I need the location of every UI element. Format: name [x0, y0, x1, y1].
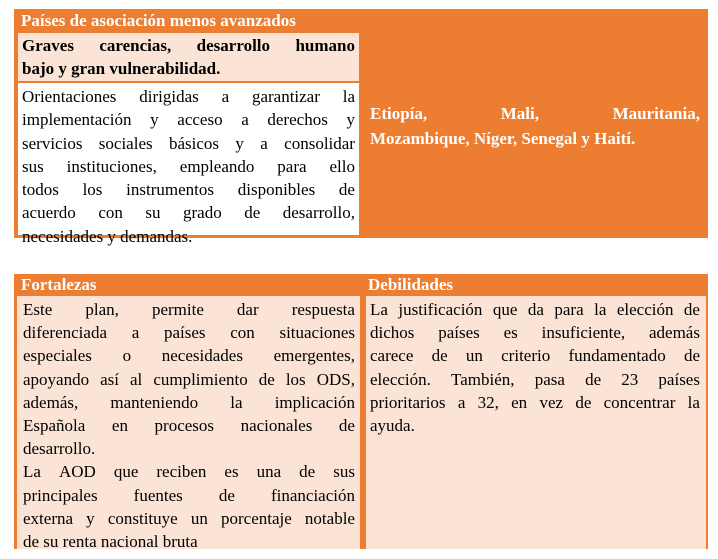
word: de — [244, 203, 261, 223]
word: derechos — [267, 110, 328, 130]
word: para — [554, 300, 584, 319]
word: dichos — [370, 323, 415, 343]
word: de — [218, 485, 235, 505]
word: que — [113, 462, 139, 482]
strengths-frame — [14, 296, 362, 552]
word: sus — [22, 156, 44, 176]
text-line — [23, 460, 355, 483]
word: de — [575, 392, 592, 412]
text-line — [23, 414, 355, 437]
word: a — [131, 323, 140, 343]
subheader-line — [22, 34, 355, 57]
word: la — [687, 392, 700, 412]
text-line — [370, 321, 700, 344]
text-line — [370, 368, 700, 391]
subheader-line: bajo y gran vulnerabilidad. — [22, 59, 221, 78]
text-line — [23, 344, 355, 367]
word: diferenciada — [23, 323, 107, 343]
word: de — [299, 462, 316, 482]
word: nacionales — [240, 416, 313, 436]
word: fuentes — [133, 485, 183, 505]
text-line — [23, 391, 355, 414]
word: da — [527, 300, 544, 319]
word: Mauritania, — [612, 104, 700, 123]
word: y — [346, 110, 355, 130]
word: reciben — [156, 462, 207, 482]
word: de — [585, 369, 602, 389]
word: respuesta — [291, 300, 355, 319]
countries-line — [370, 101, 700, 126]
word: la — [342, 87, 355, 106]
word: También, — [451, 369, 515, 389]
word: de — [431, 346, 448, 366]
description-lines — [22, 85, 355, 225]
word: y — [150, 110, 159, 130]
word: necesidades — [161, 346, 243, 366]
word: además — [648, 323, 700, 343]
word: sus — [333, 462, 355, 482]
word: a — [241, 110, 249, 130]
word: que — [492, 300, 518, 319]
weaknesses-cell — [366, 296, 706, 549]
word: a — [221, 87, 230, 106]
word: desarrollo, — [282, 203, 355, 223]
category-description — [18, 83, 359, 246]
word: ODS, — [316, 369, 355, 389]
word: instituciones, — [66, 156, 157, 176]
word: los — [82, 180, 103, 200]
text-line: desarrollo. — [23, 439, 96, 459]
word: apoyando — [23, 369, 90, 389]
text-line — [23, 368, 355, 391]
text-line — [370, 344, 700, 367]
word: con — [98, 203, 123, 223]
word: carece — [370, 346, 414, 366]
word: situaciones — [279, 323, 355, 343]
text-line — [23, 507, 355, 530]
word: emergentes, — [273, 346, 355, 366]
word: externa — [23, 508, 74, 528]
word: al — [130, 369, 143, 389]
word: especiales — [23, 346, 92, 366]
word: financiación — [270, 485, 355, 505]
weaknesses-header: Debilidades — [362, 274, 708, 296]
text-line: ayuda. — [370, 416, 415, 436]
text-line — [23, 484, 355, 507]
word: criterio — [501, 346, 551, 366]
word: desarrollo — [196, 36, 271, 55]
word: acuerdo — [22, 203, 76, 223]
word: países — [438, 323, 480, 343]
countries-line: Mozambique, Níger, Senegal y Haití. — [370, 129, 636, 148]
word: así — [100, 369, 119, 389]
word: elección. — [370, 369, 431, 389]
strengths-header: Fortalezas — [14, 274, 362, 296]
text-line — [22, 178, 355, 201]
word: implicación — [274, 392, 355, 412]
word: 32, — [477, 392, 499, 412]
table-header: Países de asociación menos avanzados — [14, 9, 362, 33]
word: disponibles — [237, 180, 316, 200]
least-developed-countries-table — [14, 9, 708, 246]
word: un — [190, 508, 208, 528]
word: de — [683, 300, 700, 319]
word: la — [230, 392, 243, 412]
word: empleando — [179, 156, 255, 176]
word: fundamentado — [568, 346, 666, 366]
word: un — [465, 346, 483, 366]
text-line — [22, 155, 355, 178]
word: constituye — [107, 508, 178, 528]
word: países — [163, 323, 206, 343]
word: de — [338, 416, 355, 436]
word: grado — [182, 203, 222, 223]
word: garantizar — [251, 87, 320, 106]
strengths-paragraph-2 — [23, 460, 355, 553]
word: de — [258, 369, 275, 389]
text-line — [370, 298, 700, 321]
word: Este — [23, 300, 53, 319]
countries-cell — [362, 9, 708, 238]
word: implementación — [22, 110, 132, 130]
word: procesos — [154, 416, 215, 436]
text-line — [22, 201, 355, 224]
word: con — [230, 323, 255, 343]
word: dar — [236, 300, 259, 319]
word: vez — [539, 392, 564, 412]
word: además, — [23, 392, 79, 412]
text-line: de su renta nacional bruta — [23, 532, 198, 552]
word: para — [277, 156, 307, 176]
word: de — [683, 346, 700, 366]
word: todos — [22, 180, 59, 200]
text-line — [22, 132, 355, 155]
word: es — [503, 323, 518, 343]
word: Orientaciones — [22, 87, 117, 106]
word: de — [338, 180, 355, 200]
weaknesses-frame — [362, 296, 708, 549]
word: prioritarios — [370, 392, 446, 412]
text-line — [23, 298, 355, 321]
strengths-paragraph-1 — [23, 298, 355, 460]
word: notable — [304, 508, 355, 528]
word: insuficiente, — [541, 323, 626, 343]
category-cell — [14, 33, 362, 246]
strengths-cell — [17, 296, 360, 552]
text-line — [22, 108, 355, 131]
word: humano — [295, 36, 355, 55]
word: consolidar — [284, 133, 355, 153]
word: La — [370, 300, 388, 319]
word: La — [23, 462, 41, 482]
word: Española — [23, 416, 86, 436]
word: en — [111, 416, 128, 436]
word: Etiopía, — [370, 104, 428, 123]
category-subheader — [18, 33, 359, 81]
word: una — [256, 462, 282, 482]
word: su — [145, 203, 161, 223]
word: manteniendo — [110, 392, 199, 412]
word: países — [658, 369, 700, 389]
word: y — [86, 508, 95, 528]
word: ello — [329, 156, 355, 176]
word: principales — [23, 485, 98, 505]
word: plan, — [85, 300, 119, 319]
word: cumplimiento — [153, 369, 248, 389]
word: la — [594, 300, 607, 319]
word: y — [235, 133, 244, 153]
word: es — [224, 462, 239, 482]
word: básicos — [168, 133, 220, 153]
word: servicios — [22, 133, 83, 153]
word: justificación — [398, 300, 483, 319]
word: instrumentos — [126, 180, 214, 200]
text-line — [23, 321, 355, 344]
word: Graves — [22, 36, 74, 55]
word: carencias, — [99, 36, 172, 55]
word: pasa — [534, 369, 565, 389]
word: acceso — [177, 110, 223, 130]
word: a — [457, 392, 466, 412]
word: porcentaje — [220, 508, 292, 528]
word: Mali, — [500, 104, 540, 123]
word: a — [260, 133, 268, 153]
word: concentrar — [603, 392, 676, 412]
word: elección — [616, 300, 674, 319]
countries-list — [370, 101, 700, 151]
word: AOD — [58, 462, 96, 482]
word: sociales — [98, 133, 153, 153]
word: los — [285, 369, 306, 389]
text-line — [22, 85, 355, 108]
word: en — [511, 392, 528, 412]
word: dirigidas — [139, 87, 199, 106]
text-line — [370, 391, 700, 414]
description-last-line: necesidades y demandas. — [22, 226, 193, 246]
word: 23 — [621, 369, 639, 389]
swot-table — [14, 274, 708, 552]
word: permite — [151, 300, 204, 319]
word: o — [122, 346, 132, 366]
